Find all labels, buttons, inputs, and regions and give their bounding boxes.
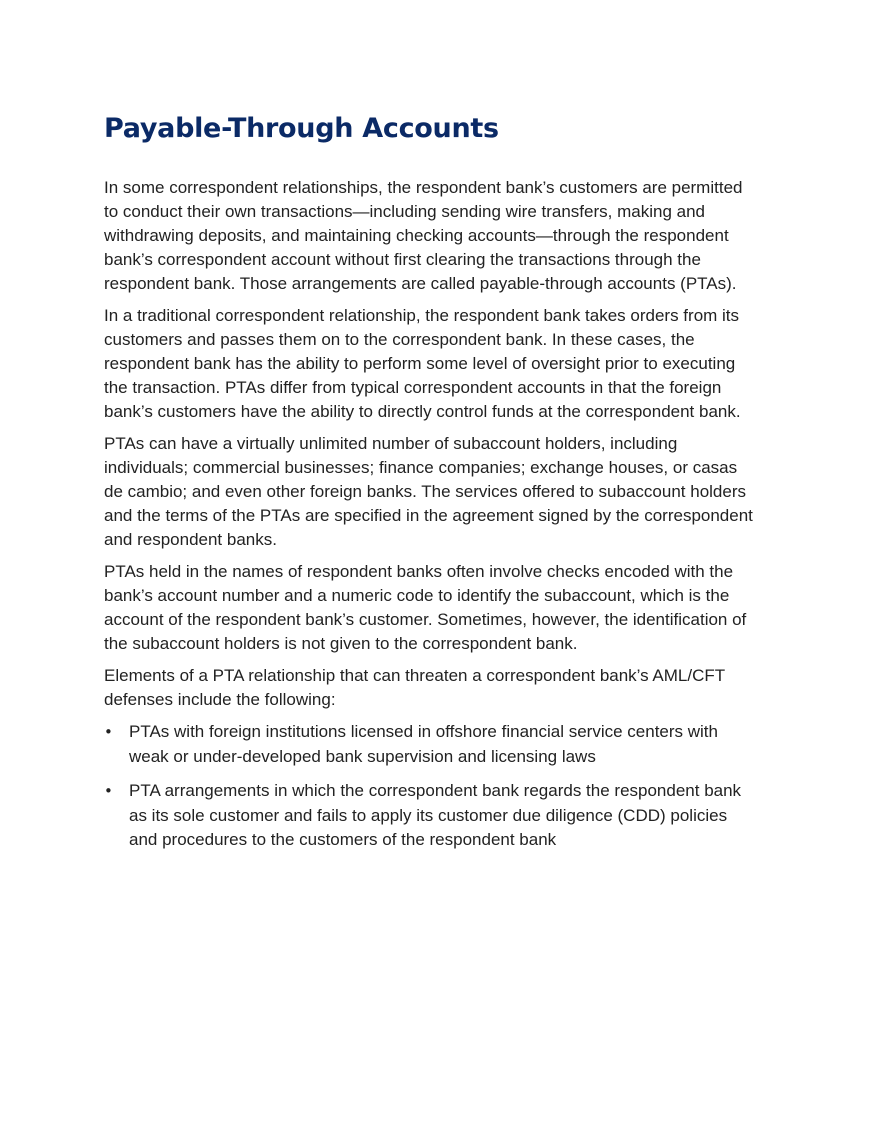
paragraph-checks-encoded: PTAs held in the names of respondent banks often involve checks encoded with the bank’s account number and a numeric code to identify the subaccount, which is the account of the respondent bank’s customer. Sometimes, however, the identification of the subaccount holders is not given to the correspondent bank.	[104, 562, 747, 653]
threat-elements-list	[104, 720, 754, 853]
list-item	[104, 720, 754, 769]
list-item-text: PTAs with foreign institutions licensed in offshore financial service centers with weak or under-developed bank supervision and licensing laws	[129, 722, 718, 766]
list-item	[104, 779, 754, 853]
bullet-icon: •	[104, 782, 113, 800]
paragraph-subaccount-holders: PTAs can have a virtually unlimited number of subaccount holders, including individuals; commercial businesses; finance companies; exchange houses, or casas de cambio; and even other foreign banks. The services offered to subaccount holders and the terms of the PTAs are specified in the agreement signed by the correspondent and respondent banks.	[104, 434, 753, 549]
document-content	[104, 110, 754, 863]
bullet-icon: •	[104, 723, 113, 741]
list-item-text: PTA arrangements in which the correspondent bank regards the respondent bank as its sole customer and fails to apply its customer due diligence (CDD) policies and procedures to the customers of the respondent bank	[129, 781, 742, 849]
page-title: Payable-Through Accounts	[104, 113, 499, 144]
paragraph-threat-elements: Elements of a PTA relationship that can threaten a correspondent bank’s AML/CFT defenses include the following:	[104, 666, 725, 709]
paragraph-pta-intro: In some correspondent relationships, the respondent bank’s customers are permitted to conduct their own transactions—including sending wire transfers, making and withdrawing deposits, and maintaining checking accounts—through the respondent bank’s correspondent account without first clearing the transactions through the respondent bank. Those arrangements are called payable-through accounts (PTAs).	[104, 178, 743, 293]
paragraph-traditional-relationship: In a traditional correspondent relationship, the respondent bank takes orders from its customers and passes them on to the correspondent bank. In these cases, the respondent bank has the ability to perform some level of oversight prior to executing the transaction. PTAs differ from typical correspondent accounts in that the foreign bank’s customers have the ability to directly control funds at the correspondent bank.	[104, 306, 741, 421]
